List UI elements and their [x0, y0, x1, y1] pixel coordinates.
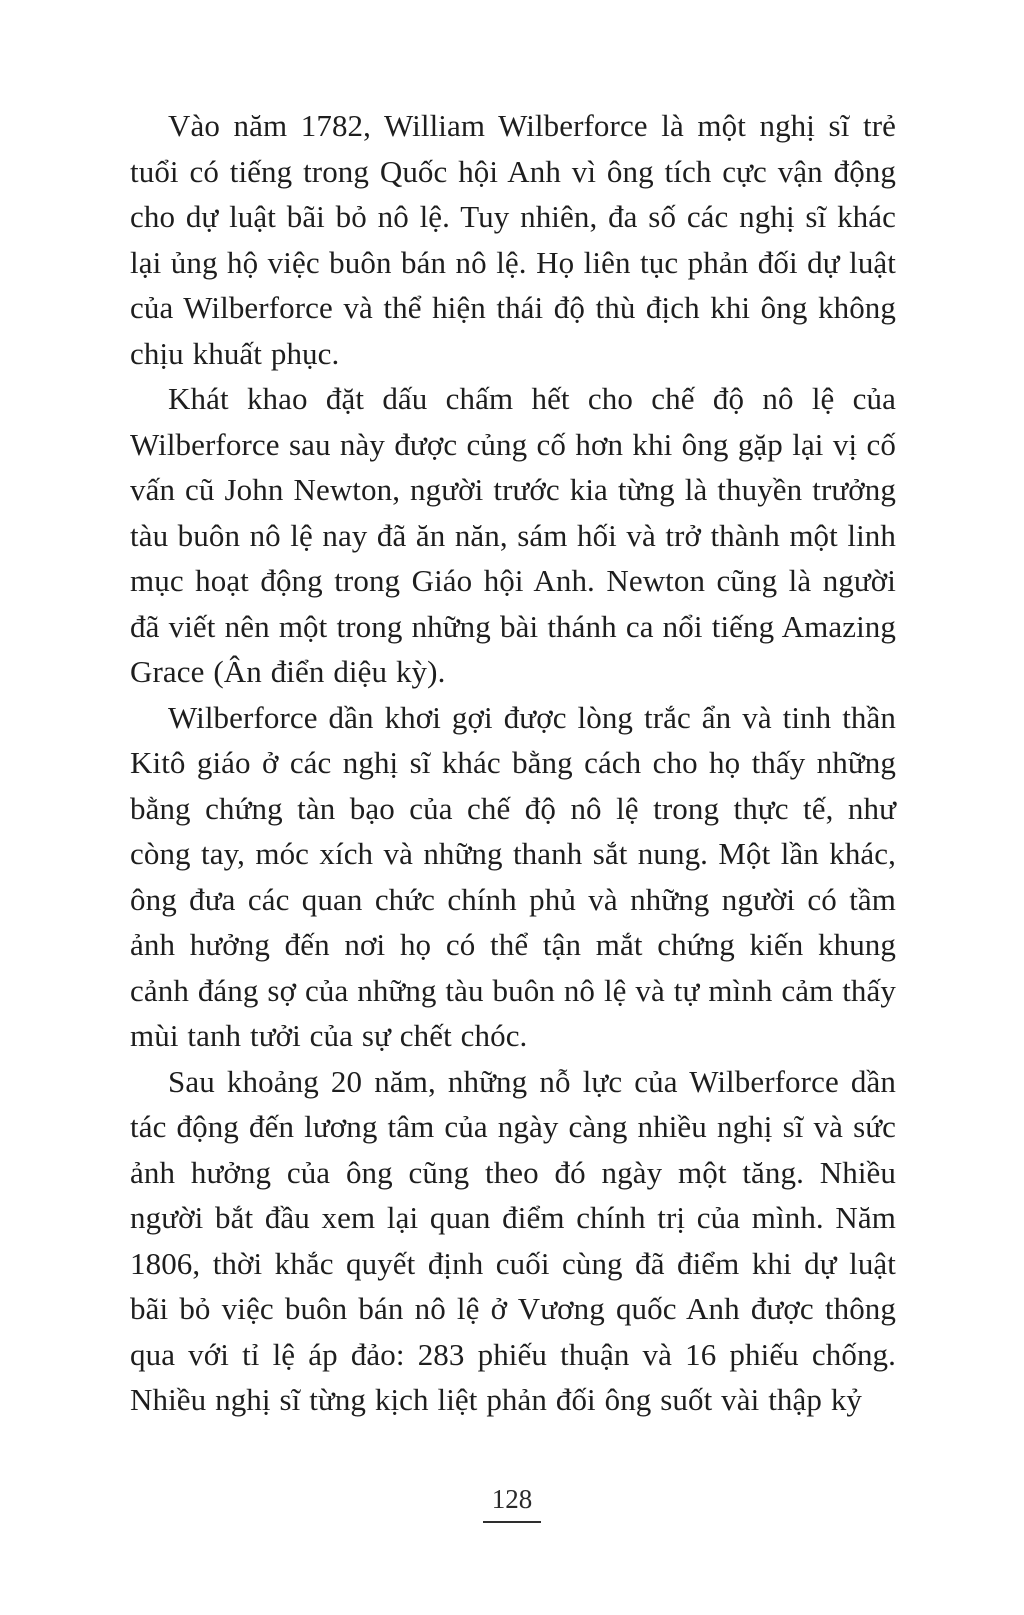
page-number: 128	[483, 1485, 542, 1523]
paragraph-2: Khát khao đặt dấu chấm hết cho chế độ nô lệ của Wilberforce sau này được củng cố hơn khi ông gặp lại vị cố vấn cũ John Newton, người trước kia từng là thuyền trưởng tàu buôn nô lệ nay đã ăn năn, sám hối và trở thành một linh mục hoạt động trong Giáo hội Anh. Newton cũng là người đã viết nên một trong những bài thánh ca nổi tiếng Amazing Grace (Ân điển diệu kỳ).	[130, 381, 896, 689]
paragraph-4: Sau khoảng 20 năm, những nỗ lực của Wilberforce dần tác động đến lương tâm của ngày càng nhiều nghị sĩ và sức ảnh hưởng của ông cũng theo đó ngày một tăng. Nhiều người bắt đầu xem lại quan điểm chính trị của mình. Năm 1806, thời khắc quyết định cuối cùng đã điểm khi dự luật bãi bỏ việc buôn bán nô lệ ở Vương quốc Anh được thông qua với tỉ lệ áp đảo: 283 phiếu thuận và 16 phiếu chống. Nhiều nghị sĩ từng kịch liệt phản đối ông suốt vài thập kỷ	[130, 1063, 896, 1417]
paragraph-1: Vào năm 1782, William Wilberforce là một nghị sĩ trẻ tuổi có tiếng trong Quốc hội Anh vì ông tích cực vận động cho dự luật bãi bỏ nô lệ. Tuy nhiên, đa số các nghị sĩ khác lại ủng hộ việc buôn bán nô lệ. Họ liên tục phản đối dự luật của Wilberforce và thể hiện thái độ thù địch khi ông không chịu khuất phục.	[130, 108, 896, 371]
page-footer	[0, 1485, 1024, 1523]
paragraph-3: Wilberforce dần khơi gợi được lòng trắc ẩn và tinh thần Kitô giáo ở các nghị sĩ khác bằng cách cho họ thấy những bằng chứng tàn bạo của chế độ nô lệ trong thực tế, như còng tay, móc xích và những thanh sắt nung. Một lần khác, ông đưa các quan chức chính phủ và những người có tầm ảnh hưởng đến nơi họ có thể tận mắt chứng kiến khung cảnh đáng sợ của những tàu buôn nô lệ và tự mình cảm thấy mùi tanh tưởi của sự chết chóc.	[130, 699, 896, 1053]
page-content	[130, 103, 896, 1423]
